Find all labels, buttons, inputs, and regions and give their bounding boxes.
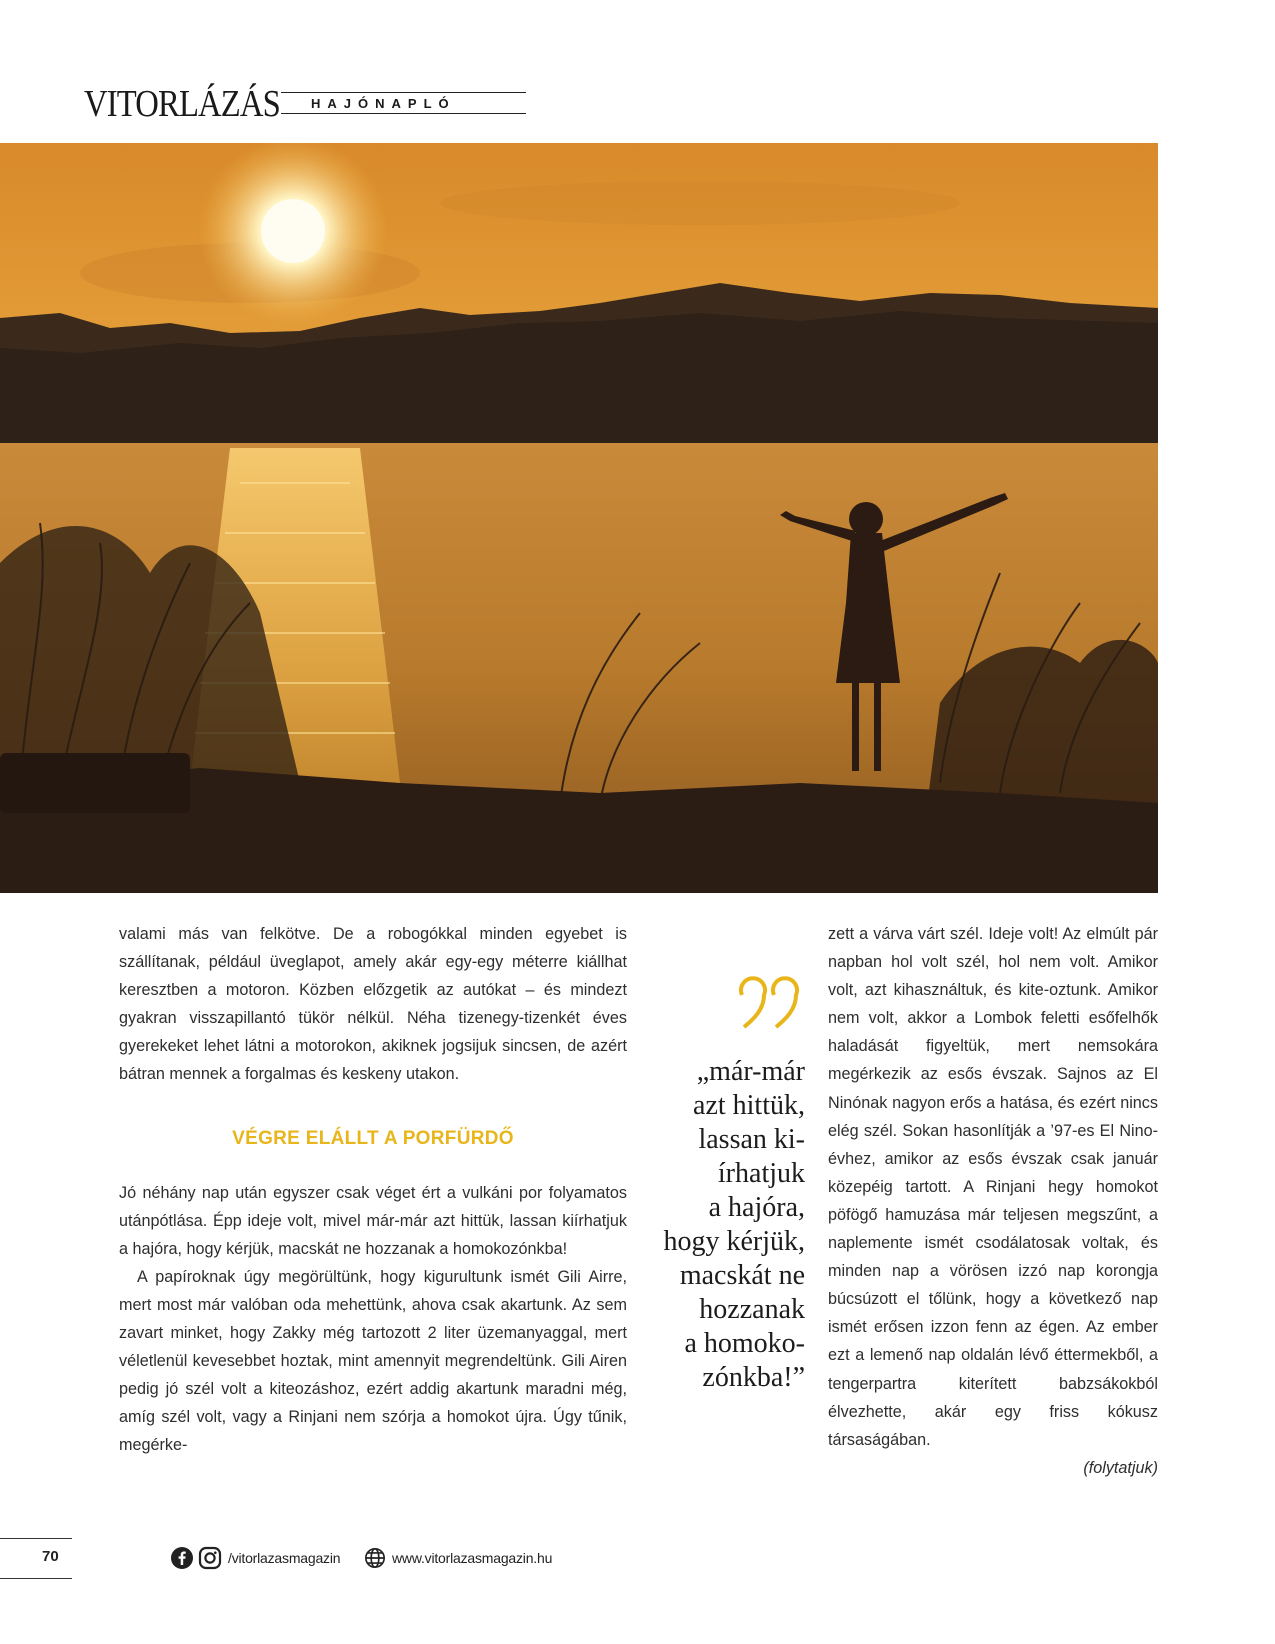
article-paragraph: Jó néhány nap után egyszer csak véget ért a vulkáni por folyamatos utánpótlása. Épp ideje volt, mivel már-már azt hittük, lassan kiírhatjuk a hajóra, hogy kérjük, macskát ne hozzanak a homokozónkba!	[119, 1183, 627, 1258]
website-url[interactable]: www.vitorlazasmagazin.hu	[392, 1550, 553, 1566]
pull-quote-line: hogy kérjük,	[663, 1226, 805, 1257]
pull-quote-line: a hajóra,	[708, 1192, 805, 1223]
social-links	[170, 1545, 340, 1571]
pull-quote-line: írhatjuk	[717, 1158, 805, 1189]
article-right-column	[828, 920, 1158, 1482]
pull-quote-line: „már-már	[696, 1056, 805, 1087]
article-subheading: VÉGRE ELÁLLT A PORFÜRDŐ	[232, 1127, 514, 1149]
footer-rule	[0, 1538, 72, 1539]
instagram-icon[interactable]	[198, 1546, 222, 1570]
sunset-photo	[0, 143, 1158, 893]
pull-quote-line: macskát ne	[679, 1260, 805, 1291]
pull-quote-line: lassan ki-	[698, 1124, 805, 1155]
website-link	[364, 1545, 552, 1571]
section-label: HAJÓNAPLÓ	[281, 92, 526, 114]
footer-rule	[0, 1578, 72, 1579]
page-number: 70	[42, 1548, 59, 1565]
globe-icon	[364, 1547, 386, 1569]
social-handle[interactable]: /vitorlazasmagazin	[228, 1550, 341, 1566]
pull-quote-line: a homoko-	[684, 1328, 805, 1359]
article-paragraph: A papíroknak úgy megörültünk, hogy kigurultunk ismét Gili Airre, mert most már valóban oda mehettünk, ahova csak akartunk. Az sem zavart minket, hogy Zakky még tartozott 2 liter üzemanyaggal, mert véletlenül kevesebbet hoztak, mint amennyit megrendeltünk. Gili Airen pedig jó szél volt a kiteozáshoz, ezért addig akartunk maradni még, amíg szél volt, vagy a Rinjani nem szórja a homokot újra. Úgy tűnik, megérke-	[119, 1267, 627, 1455]
pull-quote-line: hozzanak	[699, 1294, 805, 1325]
pull-quote-line: azt hittük,	[693, 1090, 805, 1121]
article-left-column	[119, 920, 627, 1460]
continued-note: (folytatjuk)	[1083, 1458, 1158, 1477]
article-paragraph: valami más van felkötve. De a robogókkal minden egyebet is szállítanak, például üveglapot, amely akár egy-egy méterre kiállhat keresztben a motoron. Közben előzgetik az autókat – és mindezt gyakran visszapillantó tükör nélkül. Néha tizenegy-tizenkét éves gyerekeket lehet látni a motorokon, akiknek jogsijuk sincsen, de azért bátran mennek a forgalmas és keskeny utakon.	[119, 925, 627, 1084]
magazine-title: VITORLÁZÁS	[84, 83, 280, 125]
sunset-photo-illustration	[0, 143, 1158, 893]
pull-quote-line: zónkba!”	[702, 1362, 805, 1393]
facebook-icon[interactable]	[170, 1546, 194, 1570]
article-paragraph: zett a várva várt szél. Ideje volt! Az elmúlt pár napban hol volt szél, hol nem volt. Amikor volt, azt kihasználtuk, és kite-oztunk. Amikor nem volt, akkor a Lombok feletti esőfelhők haladását figyeltük, mert nemsokára megérkezik az esős évszak. Sajnos az El Ninónak nagyon erős a hatása, és ezért nincs elég szél. Sokan hasonlítják a ’97-es El Nino-évhez, amikor az esős évszak csak január közepéig tartott. A Rinjani hegy homokot pöfögő hamuzása már teljesen megszűnt, a naplemente ismét csodálatosak voltak, és minden nap a vörösen izzó nap korongja búcsúzott el tőlünk, hogy a következő nap ismét erősen izzon fenn az égen. Az ember ezt a lemenő nap oldalán lévő éttermekből, a tengerpartra kiterített babzsákokból élvezhette, akár egy friss kókusz társaságában.	[828, 925, 1158, 1449]
quote-mark-icon	[734, 965, 806, 1037]
pull-quote	[640, 1055, 805, 1395]
